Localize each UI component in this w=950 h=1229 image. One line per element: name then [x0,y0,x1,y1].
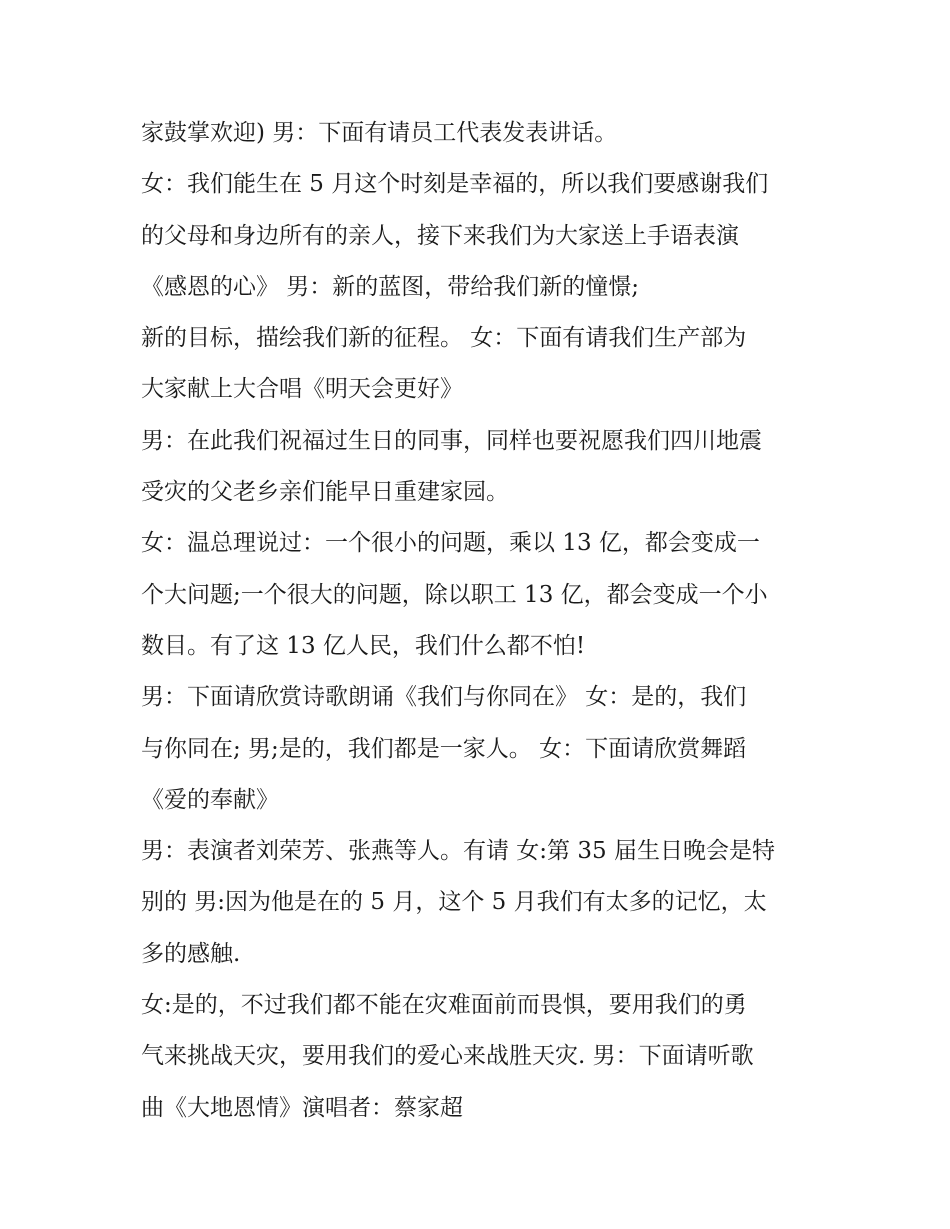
document-body [141,108,821,1134]
text-line: 女：我们能生在 5 月这个时刻是幸福的，所以我们要感谢我们 [141,171,769,198]
text-line: 的父母和身边所有的亲人，接下来我们为大家送上手语表演 [141,222,739,249]
text-line: 曲《大地恩情》演唱者：蔡家超 [141,1094,463,1121]
text-line: 别的 男:因为他是在的 5 月，这个 5 月我们有太多的记忆，太 [141,889,767,916]
text-line: 受灾的父老乡亲们能早日重建家园。 [141,479,509,506]
text-line: 《爱的奉献》 [141,786,279,813]
text-line: 男：表演者刘荣芳、张燕等人。有请 女:第 35 届生日晚会是特 [141,838,775,865]
text-line: 男：下面请欣赏诗歌朗诵《我们与你同在》 女：是的，我们 [141,684,747,711]
text-line: 家鼓掌欢迎) 男：下面有请员工代表发表讲话。 [141,120,618,146]
text-line: 新的目标，描绘我们新的征程。 女：下面有请我们生产部为 [141,325,747,352]
text-line: 男：在此我们祝福过生日的同事，同样也要祝愿我们四川地震 [141,427,762,454]
text-line: 《感恩的心》 男：新的蓝图，带给我们新的憧憬; [141,273,640,300]
text-line: 多的感触. [141,940,241,967]
text-line: 气来挑战天灾，要用我们的爱心来战胜天灾. 男：下面请听歌 [141,1043,754,1070]
text-line: 大家献上大合唱《明天会更好》 [141,376,463,403]
text-line: 女:是的，不过我们都不能在灾难面前而畏惧，要用我们的勇 [141,992,747,1019]
text-line: 女：温总理说过：一个很小的问题，乘以 13 亿，都会变成一 [141,530,760,557]
text-line: 与你同在; 男;是的，我们都是一家人。 女：下面请欣赏舞蹈 [141,735,747,762]
text-line: 数目。有了这 13 亿人民，我们什么都不怕! [141,632,586,659]
text-line: 个大问题;一个很大的问题，除以职工 13 亿，都会变成一个小 [141,581,768,608]
